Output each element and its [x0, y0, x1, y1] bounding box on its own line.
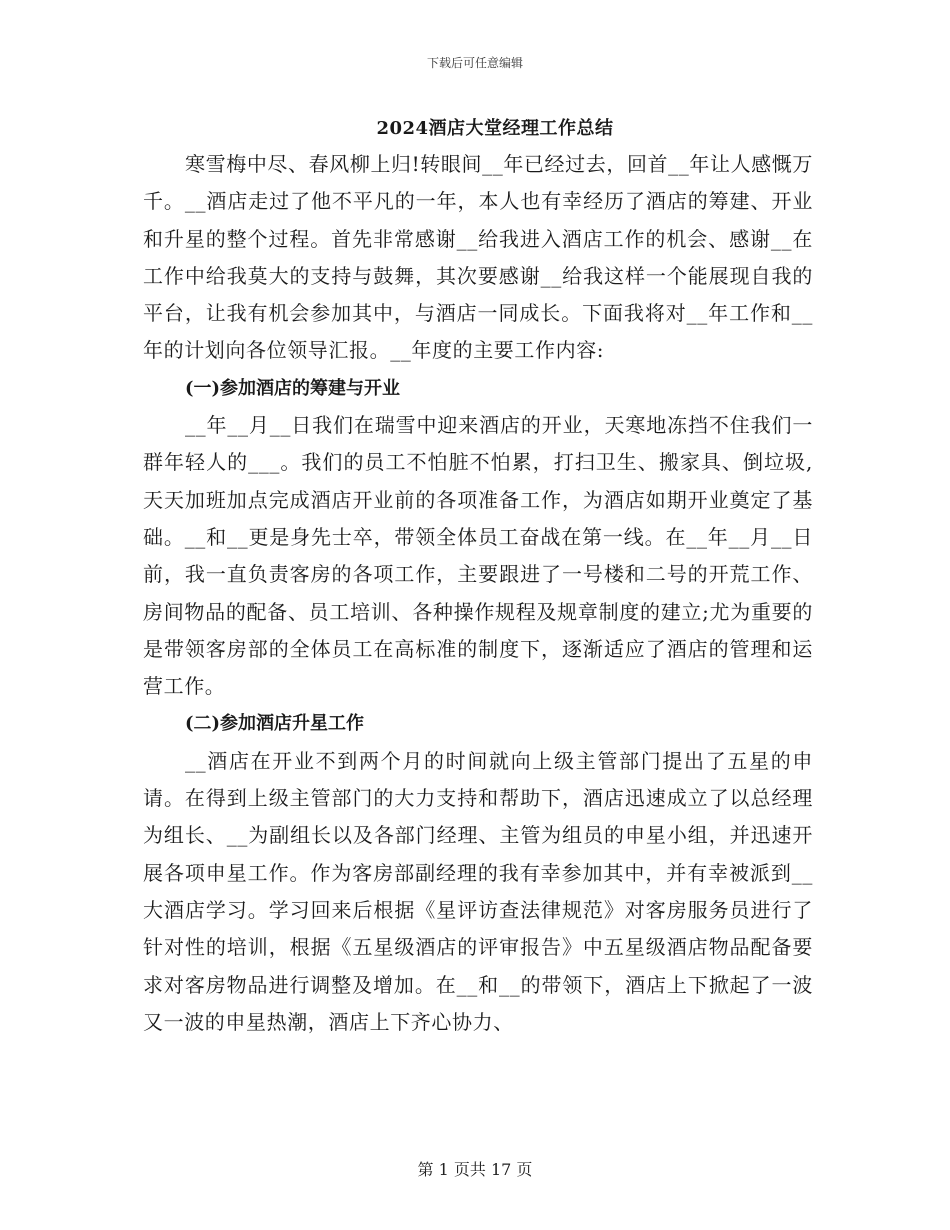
page-number-footer: 第 1 页共 17 页	[417, 1160, 533, 1179]
header-note: 下载后可任意编辑	[426, 56, 523, 70]
section-heading-1: (一)参加酒店的筹建与开业	[185, 377, 401, 399]
section-heading-2: (二)参加酒店升星工作	[185, 713, 365, 735]
paragraph-opening: __年__月__日我们在瑞雪中迎来酒店的开业，天寒地冻挡不住我们一群年轻人的___。我们的员工不怕脏不怕累，打扫卫生、搬家具、倒垃圾,天天加班加点完成酒店开业前的各项准备工作，为酒店如期开业奠定了基础。__和__更是身先士卒，带领全体员工奋战在第一线。在__年__月__日前，我一直负责客房的各项工作，主要跟进了一号楼和二号的开荒工作、房间物品的配备、员工培训、各种操作规程及规章制度的建立;尤为重要的是带领客房部的全体员工在高标准的制度下，逐渐适应了酒店的管理和运营工作。	[143, 413, 813, 699]
paragraph-intro: 寒雪梅中尽、春风柳上归!转眼间__年已经过去，回首__年让人感慨万千。__酒店走过了他不平凡的一年，本人也有幸经历了酒店的筹建、开业和升星的整个过程。首先非常感谢__给我进入酒店工作的机会、感谢__在工作中给我莫大的支持与鼓舞，其次要感谢__给我这样一个能展现自我的平台，让我有机会参加其中，与酒店一同成长。下面我将对__年工作和__年的计划向各位领导汇报。__年度的主要工作内容:	[143, 152, 813, 363]
document-body	[143, 146, 813, 1041]
document-title: 2024酒店大堂经理工作总结	[376, 118, 614, 139]
paragraph-star-rating: __酒店在开业不到两个月的时间就向上级主管部门提出了五星的申请。在得到上级主管部门的大力支持和帮助下，酒店迅速成立了以总经理为组长、__为副组长以及各部门经理、主管为组员的申星小组，并迅速开展各项申星工作。作为客房部副经理的我有幸参加其中，并有幸被派到__大酒店学习。学习回来后根据《星评访查法律规范》对客房服务员进行了针对性的培训，根据《五星级酒店的评审报告》中五星级酒店物品配备要求对客房物品进行调整及增加。在__和__的带领下，酒店上下掀起了一波又一波的申星热潮，酒店上下齐心协力、	[143, 748, 813, 1034]
